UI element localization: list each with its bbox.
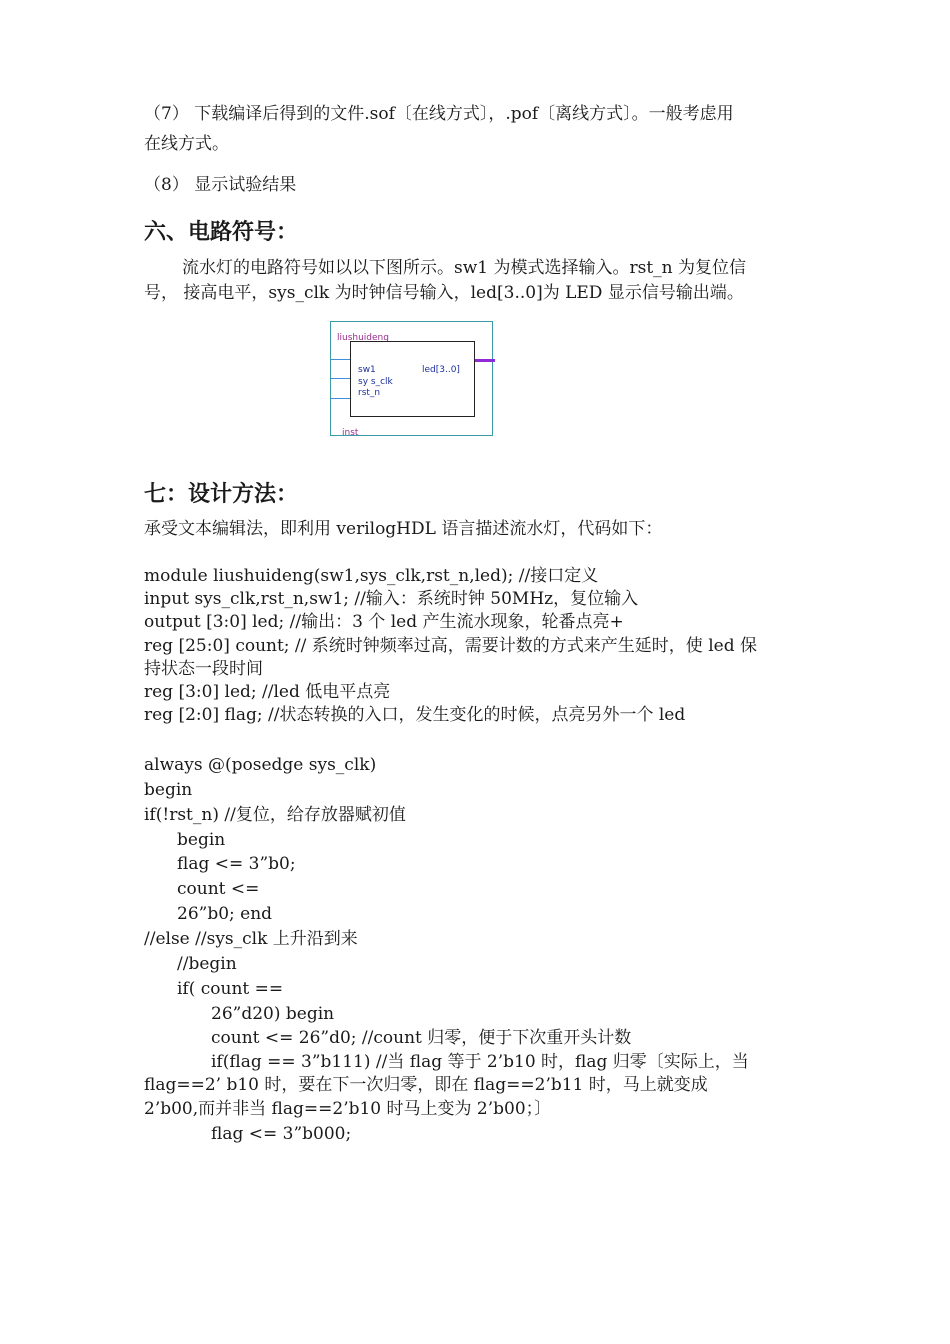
step8-line: （8） 显示试验结果 xyxy=(144,175,297,195)
section6-para-line1: 流水灯的电路符号如以以下图所示。sw1 为模式选择输入。rst_n 为复位信 xyxy=(182,258,747,278)
step7-line1: （7） 下载编译后得到的文件.sof〔在线方式〕，.pof〔离线方式〕。一般考虑用 xyxy=(144,104,734,124)
section6-title: 六、电路符号： xyxy=(144,219,299,245)
code-line: flag <= 3”b000; xyxy=(211,1124,352,1144)
code-line: reg [3:0] led; //led 低电平点亮 xyxy=(144,682,391,702)
code-line: 26”d20) begin xyxy=(211,1004,335,1024)
input-pin-3 xyxy=(331,398,350,399)
section7-intro: 承受文本编辑法，即利用 verilogHDL 语言描述流水灯，代码如下： xyxy=(144,519,663,539)
section6-para-line2: 号， 接高电平，sys_clk 为时钟信号输入，led[3..0]为 LED 显示信号输出端。 xyxy=(144,283,744,303)
code-line: if(!rst_n) //复位，给存放器赋初值 xyxy=(144,805,406,825)
circuit-inst-label: inst xyxy=(342,428,359,438)
code-line: count <= 26”d0; //count 归零，便于下次重开头计数 xyxy=(211,1028,632,1048)
code-line: begin xyxy=(144,780,193,800)
code-line: //begin xyxy=(177,954,237,974)
code-line: count <= xyxy=(177,879,260,899)
circuit-module-box xyxy=(350,341,475,417)
output-bus-led xyxy=(475,359,495,362)
code-line: if( count == xyxy=(177,979,284,999)
port-rst-n: rst_n xyxy=(358,388,381,398)
code-line: always @(posedge sys_clk) xyxy=(144,755,377,775)
code-line: 2’b00,而并非当 flag==2’b10 时马上变为 2’b00；〕 xyxy=(144,1099,552,1119)
code-line: flag==2’ b10 时，要在下一次归零，即在 flag==2’b11 时，马上就变成 xyxy=(144,1075,708,1095)
code-line: begin xyxy=(177,830,226,850)
circuit-module-name: liushuideng xyxy=(337,333,389,343)
code-line: flag <= 3”b0; xyxy=(177,854,296,874)
port-led: led[3..0] xyxy=(422,365,460,375)
code-line: input sys_clk,rst_n,sw1; //输入：系统时钟 50MHz，复位输入 xyxy=(144,589,639,609)
code-line: module liushuideng(sw1,sys_clk,rst_n,led); //接口定义 xyxy=(144,566,599,586)
code-line: if(flag == 3”b111) //当 flag 等于 2’b10 时，flag 归零〔实际上，当 xyxy=(211,1052,749,1072)
code-line: output [3:0] led; //输出：3 个 led 产生流水现象，轮番点亮+ xyxy=(144,612,624,632)
code-line: 26”b0; end xyxy=(177,904,273,924)
code-line: reg [2:0] flag; //状态转换的入口，发生变化的时候，点亮另外一个 led xyxy=(144,705,686,725)
section7-title: 七：设计方法： xyxy=(144,481,299,507)
code-line: reg [25:0] count; // 系统时钟频率过高，需要计数的方式来产生延时，使 led 保 xyxy=(144,636,757,656)
code-line: 持状态一段时间 xyxy=(144,659,263,679)
input-pin-2 xyxy=(331,378,350,379)
input-pin-1 xyxy=(331,359,350,360)
step7-line2: 在线方式。 xyxy=(144,134,229,154)
port-sys-clk: sy s_clk xyxy=(358,377,393,387)
circuit-symbol xyxy=(330,321,493,436)
port-sw1: sw1 xyxy=(358,365,376,375)
code-line: //else //sys_clk 上升沿到来 xyxy=(144,929,358,949)
